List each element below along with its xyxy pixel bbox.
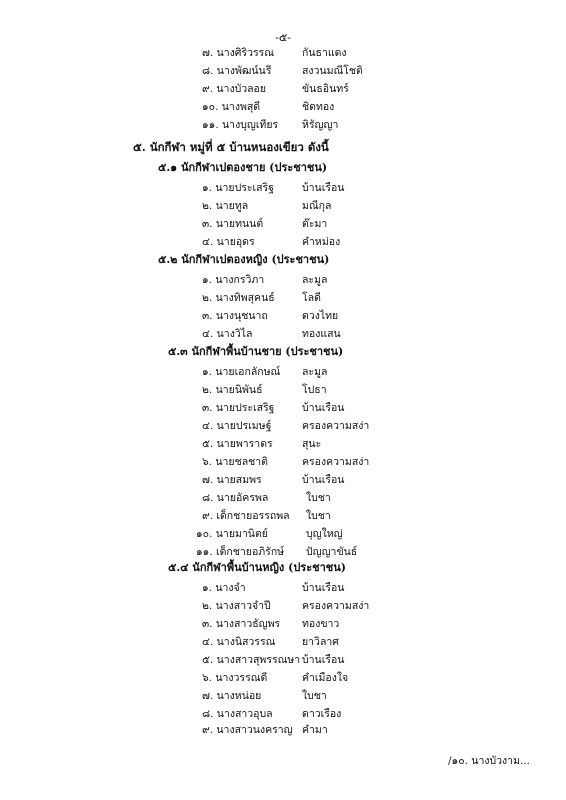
list-item [202,45,422,61]
member-surname: สุนะ [302,438,322,450]
list-item [202,99,422,115]
list-item [202,580,422,596]
member-surname: บ้านเรือน [302,402,345,414]
member-name: ๓. นายประเสริฐ [202,402,275,414]
member-surname: คำเมืองใจ [302,672,349,684]
list-item [202,652,422,668]
member-surname: ละมูล [302,274,328,286]
member-surname: โปธา [302,384,327,396]
member-surname: มณีกุล [302,200,332,212]
member-name: ๑. นางกรวิภา [202,274,265,286]
member-name: ๑. นายประเสริฐ [202,182,274,194]
list-item [202,688,422,704]
member-name: ๑๑. นางบุญเทียร [202,119,279,131]
member-surname: ใบชา [302,690,327,702]
member-surname: ครองความสง่า [302,420,370,432]
list-item [202,234,422,250]
member-name: ๑๐. นายมานิตย์ [196,528,268,540]
member-surname: ทองแสน [302,328,341,340]
member-name: ๘. นายอัครพล [202,492,269,504]
next-page-continuation: /๑๐. นางบัวงาม... [448,755,531,767]
section-heading: ๕. นักกีฬา หมู่ที่ ๕ บ้านหนองเขียว ดังนี้ [133,140,329,154]
member-surname: บ้านเรือน [302,654,345,666]
member-name: ๘. นางพัฒน์นรี [202,65,272,77]
member-name: ๓. นางสาวธัญพร [202,618,281,630]
member-name: ๕. นางสาวสุพรรณษา [202,654,301,666]
member-name: ๖. นายชลชาติ [202,456,268,468]
member-name: ๙. นางสาวนงคราญ [202,724,293,736]
list-item [202,272,422,288]
list-item [202,472,422,488]
member-surname: บ้านเรือน [302,474,345,486]
page-number: -๕- [275,31,291,44]
list-item [202,634,422,650]
member-surname: ใบชา [306,492,331,504]
member-surname: คำหม่อง [302,236,341,248]
member-surname: ครองความสง่า [302,456,370,468]
subsection-title: ๕.๒ นักกีฬาเปตองหญิง (ประชาชน) [158,253,330,266]
list-item [196,526,426,542]
member-surname: ครองความสง่า [302,600,370,612]
list-item [202,418,422,434]
member-name: ๗. นายสมพร [202,474,262,486]
member-surname: คำมา [302,724,328,736]
member-surname: ดวงไทย [302,310,339,322]
member-name: ๔. นายปรเมษฐ์ [202,420,272,432]
member-surname: ต๊ะมา [302,218,328,230]
list-item [202,616,422,632]
list-item [202,180,422,196]
list-item [202,198,422,214]
member-name: ๒. นางสาวจำปี [202,600,271,612]
member-name: ๓. นางนุชนาถ [202,310,268,322]
member-name: ๑. นายเอกลักษณ์ [202,366,281,378]
list-item [202,706,422,722]
list-item [202,117,422,133]
member-surname: สงวนมณีโชติ [302,65,363,77]
list-item [202,364,422,380]
member-surname: ปัญญาขันธ์ [306,546,358,558]
member-surname: บ้านเรือน [302,182,345,194]
list-item [202,81,422,97]
member-name: ๙. เด็กชายอรรถพล [202,510,290,522]
member-surname: ทองขาว [302,618,340,630]
member-surname: ยาวิลาศ [302,636,339,648]
member-surname: บ้านเรือน [302,582,345,594]
member-surname: บุญใหญ่ [306,528,343,540]
subsection-title: ๕.๑ นักกีฬาเปตองชาย (ประชาชน) [158,161,328,174]
member-name: ๒. นายทูล [202,200,249,212]
list-item [202,400,422,416]
member-surname: หิรัญญา [302,119,339,131]
member-name: ๗. นางหน่อย [202,690,262,702]
member-surname: ละมูล [302,366,328,378]
list-item [202,508,422,524]
list-item [202,722,422,738]
member-name: ๔. นางนิสวรรณ [202,636,276,648]
list-item [202,598,422,614]
subsection-title: ๕.๔ นักกีฬาพื้นบ้านหญิง (ประชาชน) [168,561,346,574]
member-name: ๗. นางศิริวรรณ [202,47,274,59]
member-surname: ดาวเรือง [302,708,342,720]
list-item [196,544,426,560]
list-item [202,326,422,342]
list-item [202,63,422,79]
member-name: ๓. นายทนนต์ [202,218,264,230]
member-name: ๔. นายอุดร [202,236,255,248]
member-surname: ชิดทอง [302,101,335,113]
member-name: ๑๐. นางพสุดี [202,101,261,113]
member-name: ๒. นางทิพสุคนธ์ [202,292,275,304]
member-name: ๙. นางบัวลอย [202,83,267,95]
subsection-title: ๕.๓ นักกีฬาพื้นบ้านชาย (ประชาชน) [168,345,344,358]
list-item [202,308,422,324]
member-surname: ใบชา [306,510,331,522]
member-name: ๑๑. เด็กชายอภิรักษ์ [196,546,285,558]
member-name: ๒. นายนิพันธ์ [202,384,263,396]
list-item [202,454,422,470]
list-item [202,436,422,452]
member-surname: ขันธอินทร์ [302,83,349,95]
list-item [202,490,422,506]
member-name: ๕. นายพาราดร [202,438,273,450]
list-item [202,290,422,306]
member-name: ๖. นางวรรณดี [202,672,268,684]
list-item [202,670,422,686]
member-name: ๘. นางสาวอุบล [202,708,273,720]
member-name: ๑. นางจำ [202,582,246,594]
member-surname: โลดี [302,292,321,304]
member-surname: กันธาแดง [302,47,347,59]
list-item [202,216,422,232]
member-name: ๔. นางวิไล [202,328,253,340]
list-item [202,382,422,398]
